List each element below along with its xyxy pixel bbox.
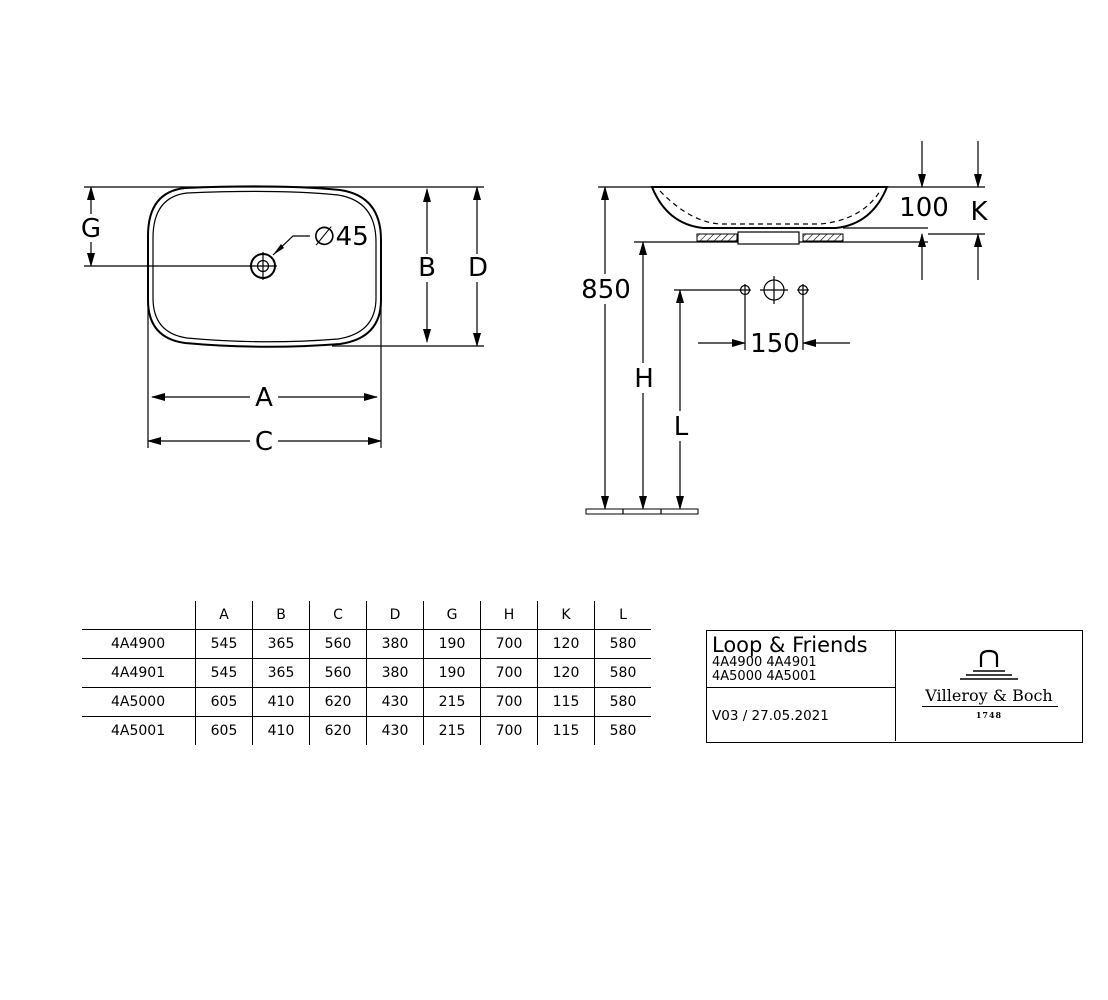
table-cell: 545 [196, 630, 253, 659]
table-header-a: A [196, 601, 253, 630]
table-header-k: K [538, 601, 595, 630]
table-header-model [82, 601, 196, 630]
label-total-height: 850 [581, 275, 631, 305]
hole-leader [273, 236, 310, 255]
label-rim-height: 100 [899, 193, 949, 223]
table-header-g: G [424, 601, 481, 630]
table-cell: 620 [310, 688, 367, 717]
label-k: K [970, 197, 988, 227]
table-cell-model: 4A5000 [111, 694, 166, 710]
table-row [82, 659, 651, 688]
table-cell: 215 [424, 688, 481, 717]
table-cell-model: 4A4900 [111, 636, 166, 652]
table-cell: 580 [595, 688, 652, 717]
brand-underline [922, 706, 1058, 707]
drain-body [738, 232, 799, 244]
table-cell: 700 [481, 630, 538, 659]
table-cell: 215 [424, 717, 481, 746]
title-info [707, 631, 896, 741]
table-header-c: C [310, 601, 367, 630]
bowl-inner-dashed [660, 191, 880, 224]
table-cell: 120 [538, 659, 595, 688]
table-cell: 120 [538, 630, 595, 659]
bowl-profile [652, 187, 887, 228]
dimension-table [82, 601, 651, 745]
table-cell: 190 [424, 630, 481, 659]
table-cell: 410 [253, 688, 310, 717]
side-view [581, 141, 988, 514]
label-connection-spacing: 150 [750, 329, 800, 359]
table-cell: 380 [367, 630, 424, 659]
table-cell: 580 [595, 717, 652, 746]
table-cell: 380 [367, 659, 424, 688]
title-divider [707, 687, 895, 688]
table-cell: 115 [538, 717, 595, 746]
faucet-icon [896, 631, 1082, 687]
mount-pad-right [803, 234, 843, 241]
top-view [77, 186, 491, 457]
version-date: V03 / 27.05.2021 [712, 708, 829, 724]
table-cell: 580 [595, 659, 652, 688]
table-cell: 620 [310, 717, 367, 746]
label-hole-diameter: ∅45 [313, 222, 369, 252]
table-cell: 545 [196, 659, 253, 688]
table-cell: 430 [367, 688, 424, 717]
table-cell: 700 [481, 717, 538, 746]
table-header-row [82, 601, 651, 630]
label-l: L [673, 412, 689, 442]
table-header-b: B [253, 601, 310, 630]
table-cell: 115 [538, 688, 595, 717]
table-cell-model: 4A4901 [111, 665, 166, 681]
product-name: Loop & Friends [712, 633, 868, 657]
table-cell: 365 [253, 659, 310, 688]
label-h: H [634, 364, 654, 394]
table-header-l: L [595, 601, 652, 630]
model-numbers-line-2: 4A5000 4A5001 [712, 669, 817, 684]
label-a: A [255, 383, 273, 413]
table-cell: 580 [595, 630, 652, 659]
table-header-d: D [367, 601, 424, 630]
table-cell-model: 4A5001 [111, 723, 166, 739]
model-numbers-line-1: 4A4900 4A4901 [712, 655, 817, 670]
table-row [82, 630, 651, 659]
label-c: C [254, 427, 274, 457]
title-block [706, 630, 1083, 743]
table-cell: 430 [367, 717, 424, 746]
table-cell: 605 [196, 688, 253, 717]
table-cell: 365 [253, 630, 310, 659]
table-cell: 700 [481, 659, 538, 688]
floor [586, 509, 698, 514]
table-cell: 410 [253, 717, 310, 746]
label-g: G [80, 214, 102, 244]
brand-year: 1748 [975, 710, 1003, 720]
table-header-h: H [481, 601, 538, 630]
table-cell: 700 [481, 688, 538, 717]
table-cell: 605 [196, 717, 253, 746]
mount-pad-left [697, 234, 737, 241]
table-cell: 560 [310, 659, 367, 688]
brand-logo [896, 631, 1082, 741]
label-d: D [467, 253, 489, 283]
table-row [82, 717, 651, 746]
table-row [82, 688, 651, 717]
table-cell: 190 [424, 659, 481, 688]
brand-name: Villeroy & Boch [925, 686, 1053, 705]
table-cell: 560 [310, 630, 367, 659]
label-b: B [418, 253, 436, 283]
